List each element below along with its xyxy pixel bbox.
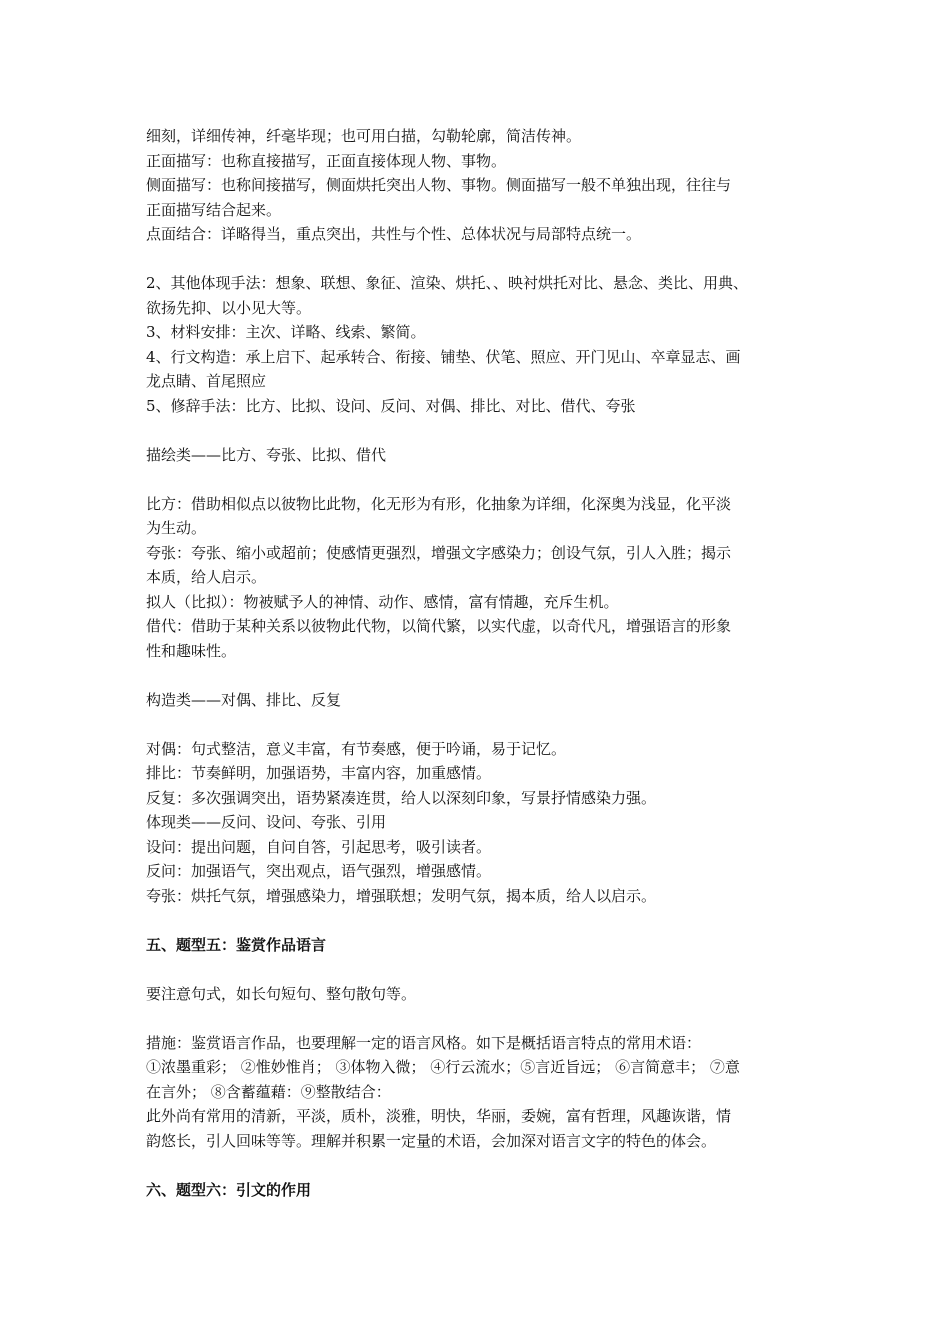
- text-line: 细刻，详细传神，纤毫毕现；也可用白描，勾勒轮廓，简洁传神。: [146, 127, 582, 145]
- text-line: 4、行文构造：承上启下、起承转合、衔接、铺垫、伏笔、照应、开门见山、卒章显志、画: [146, 347, 741, 366]
- text-line: 侧面描写：也称间接描写，侧面烘托突出人物、事物。侧面描写一般不单独出现，往往与: [146, 176, 732, 194]
- text-line: 2、其他体现手法：想象、联想、象征、渲染、烘托、、映衬烘托对比、悬念、类比、用典、: [146, 274, 749, 292]
- text-line: 本质，给人启示。: [146, 568, 267, 586]
- blank-line: [146, 247, 826, 272]
- blank-line: [146, 908, 826, 933]
- text-line: 龙点睛、首尾照应: [146, 372, 267, 390]
- text-line: 点面结合：详略得当，重点突出，共性与个性、总体状况与局部特点统一。: [146, 225, 642, 243]
- text-line: 正面描写结合起来。: [146, 200, 282, 219]
- text-line: ①浓墨重彩； ②惟妙惟肖； ③体物入微； ④行云流水；⑤言近旨远； ⑥言简意丰； ⑦意: [146, 1058, 740, 1076]
- text-line: 反复：多次强调突出，语势紧凑连贯，给人以深刻印象，写景抒情感染力强。: [146, 788, 657, 807]
- text-line: 为生动。: [146, 519, 207, 537]
- blank-line: [146, 712, 826, 737]
- text-line: 此外尚有常用的清新，平淡，质朴，淡雅，明快，华丽，委婉，富有哲理，风趣诙谐，情: [146, 1107, 732, 1125]
- blank-line: [146, 418, 826, 443]
- text-line: 要注意句式，如长句短句、整句散句等。: [146, 984, 417, 1003]
- text-line: 在言外； ⑧含蓄蕴藉：⑨整散结合：: [146, 1082, 391, 1101]
- subheading: 构造类——对偶、排比、反复: [146, 690, 342, 709]
- text-line: 欲扬先抑、以小见大等。: [146, 298, 312, 317]
- text-line: 反问：加强语气，突出观点，语气强烈，增强感情。: [146, 862, 492, 880]
- text-line: 措施：鉴赏语言作品，也要理解一定的语言风格。如下是概括语言特点的常用术语：: [146, 1033, 702, 1052]
- text-line: 设问：提出问题，自问自答，引起思考，吸引读者。: [146, 837, 492, 856]
- text-line: 夸张：烘托气氛，增强感染力，增强联想；发明气氛，揭本质，给人以启示。: [146, 886, 657, 905]
- text-line: 韵悠长，引人回味等等。理解并积累一定量的术语，会加深对语言文字的特色的体会。: [146, 1131, 717, 1150]
- blank-line: [146, 957, 826, 982]
- text-line: 比方：借助相似点以彼物比此物，化无形为有形，化抽象为详细，化深奥为浅显，化平淡: [146, 494, 732, 513]
- blank-line: [146, 467, 826, 492]
- text-line: 正面描写：也称直接描写，正面直接体现人物、事物。: [146, 151, 507, 170]
- blank-line: [146, 1153, 826, 1178]
- text-line: 5、修辞手法：比方、比拟、设问、反问、对偶、排比、对比、借代、夸张: [146, 396, 636, 415]
- blank-line: [146, 663, 826, 688]
- document-page: [146, 124, 826, 1202]
- subheading: 体现类——反问、设问、夸张、引用: [146, 813, 387, 831]
- section-heading: 六、题型六：引文的作用: [146, 1180, 312, 1199]
- subheading: 描绘类——比方、夸张、比拟、借代: [146, 445, 387, 464]
- text-line: 3、材料安排：主次、详略、线索、繁简。: [146, 323, 426, 341]
- text-line: 借代：借助于某种关系以彼物此代物，以简代繁，以实代虚，以奇代凡，增强语言的形象: [146, 617, 732, 635]
- section-heading: 五、题型五：鉴赏作品语言: [146, 935, 327, 954]
- text-line: 对偶：句式整洁，意义丰富，有节奏感，便于吟诵，易于记忆。: [146, 739, 567, 758]
- text-line: 拟人（比拟）：物被赋予人的神情、动作、感情，富有情趣，充斥生机。: [146, 592, 619, 611]
- text-line: 性和趣味性。: [146, 641, 237, 660]
- text-line: 夸张：夸张、缩小或超前；使感情更强烈，增强文字感染力；创设气氛，引人入胜；揭示: [146, 543, 732, 562]
- text-line: 排比：节奏鲜明，加强语势，丰富内容，加重感情。: [146, 764, 492, 782]
- blank-line: [146, 1006, 826, 1031]
